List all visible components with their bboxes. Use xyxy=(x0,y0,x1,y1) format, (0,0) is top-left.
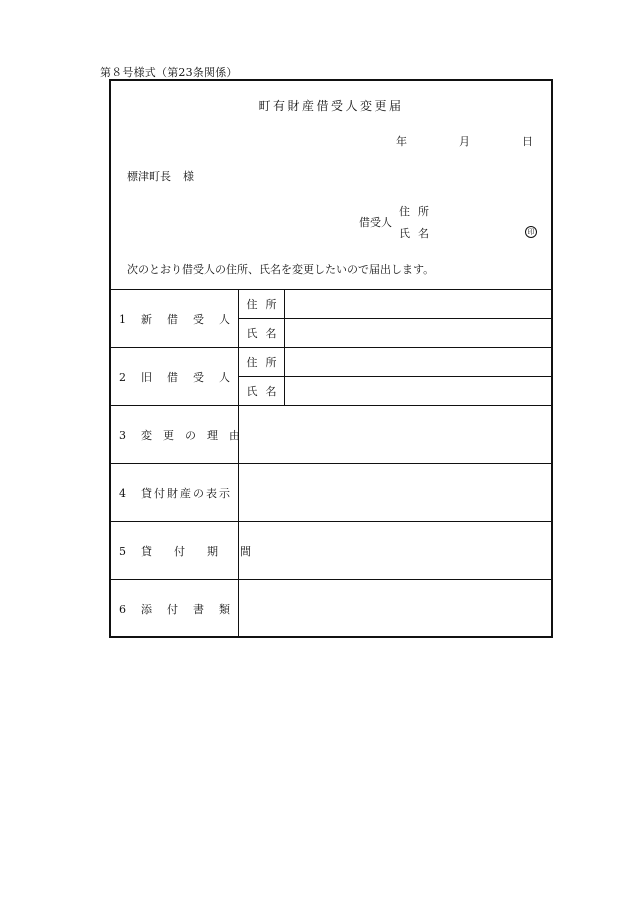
reason-label: 3 変更の理由 xyxy=(111,406,238,464)
table-row xyxy=(111,406,551,464)
seal-mark: 印 xyxy=(525,226,537,238)
property-label: 4 貸付財産の表示 xyxy=(111,464,238,522)
date-month-label: 月 xyxy=(459,135,470,148)
form-header xyxy=(111,81,551,289)
recipient-name: 標津町長 xyxy=(127,170,171,183)
period-label: 5 貸付期間 xyxy=(111,522,238,580)
applicant-address-label: 住所 xyxy=(399,205,437,218)
table-row xyxy=(111,522,551,580)
new-borrower-name-label: 氏名 xyxy=(238,319,284,348)
recipient-honorific: 様 xyxy=(183,170,194,183)
old-borrower-address-field[interactable] xyxy=(284,348,551,377)
property-field[interactable] xyxy=(238,464,551,522)
table-row xyxy=(111,580,551,638)
period-field[interactable] xyxy=(238,522,551,580)
statement-text: 次のとおり借受人の住所、氏名を変更したいので届出します。 xyxy=(127,263,435,276)
form-number: 第８号様式（第23条関係） xyxy=(100,66,238,79)
items-table-area xyxy=(111,289,551,637)
items-table xyxy=(111,289,551,637)
new-borrower-name-field[interactable] xyxy=(284,319,551,348)
date-day-label: 日 xyxy=(522,135,533,148)
table-row xyxy=(111,464,551,522)
table-row xyxy=(111,348,551,377)
applicant-role: 借受人 xyxy=(359,216,392,229)
reason-field[interactable] xyxy=(238,406,551,464)
new-borrower-address-field[interactable] xyxy=(284,290,551,319)
old-borrower-label: 2 旧借受人 xyxy=(111,348,238,406)
attachments-label: 6 添付書類 xyxy=(111,580,238,638)
document-title: 町有財産借受人変更届 xyxy=(258,99,404,113)
date-line xyxy=(396,133,533,149)
old-borrower-address-label: 住所 xyxy=(238,348,284,377)
old-borrower-name-field[interactable] xyxy=(284,377,551,406)
new-borrower-address-label: 住所 xyxy=(238,290,284,319)
applicant-name-label: 氏名 xyxy=(399,227,437,240)
notification-form xyxy=(109,79,553,638)
old-borrower-name-label: 氏名 xyxy=(238,377,284,406)
date-year-label: 年 xyxy=(396,135,407,148)
attachments-field[interactable] xyxy=(238,580,551,638)
recipient-line xyxy=(127,168,194,184)
table-row xyxy=(111,290,551,319)
new-borrower-label: 1 新借受人 xyxy=(111,290,238,348)
